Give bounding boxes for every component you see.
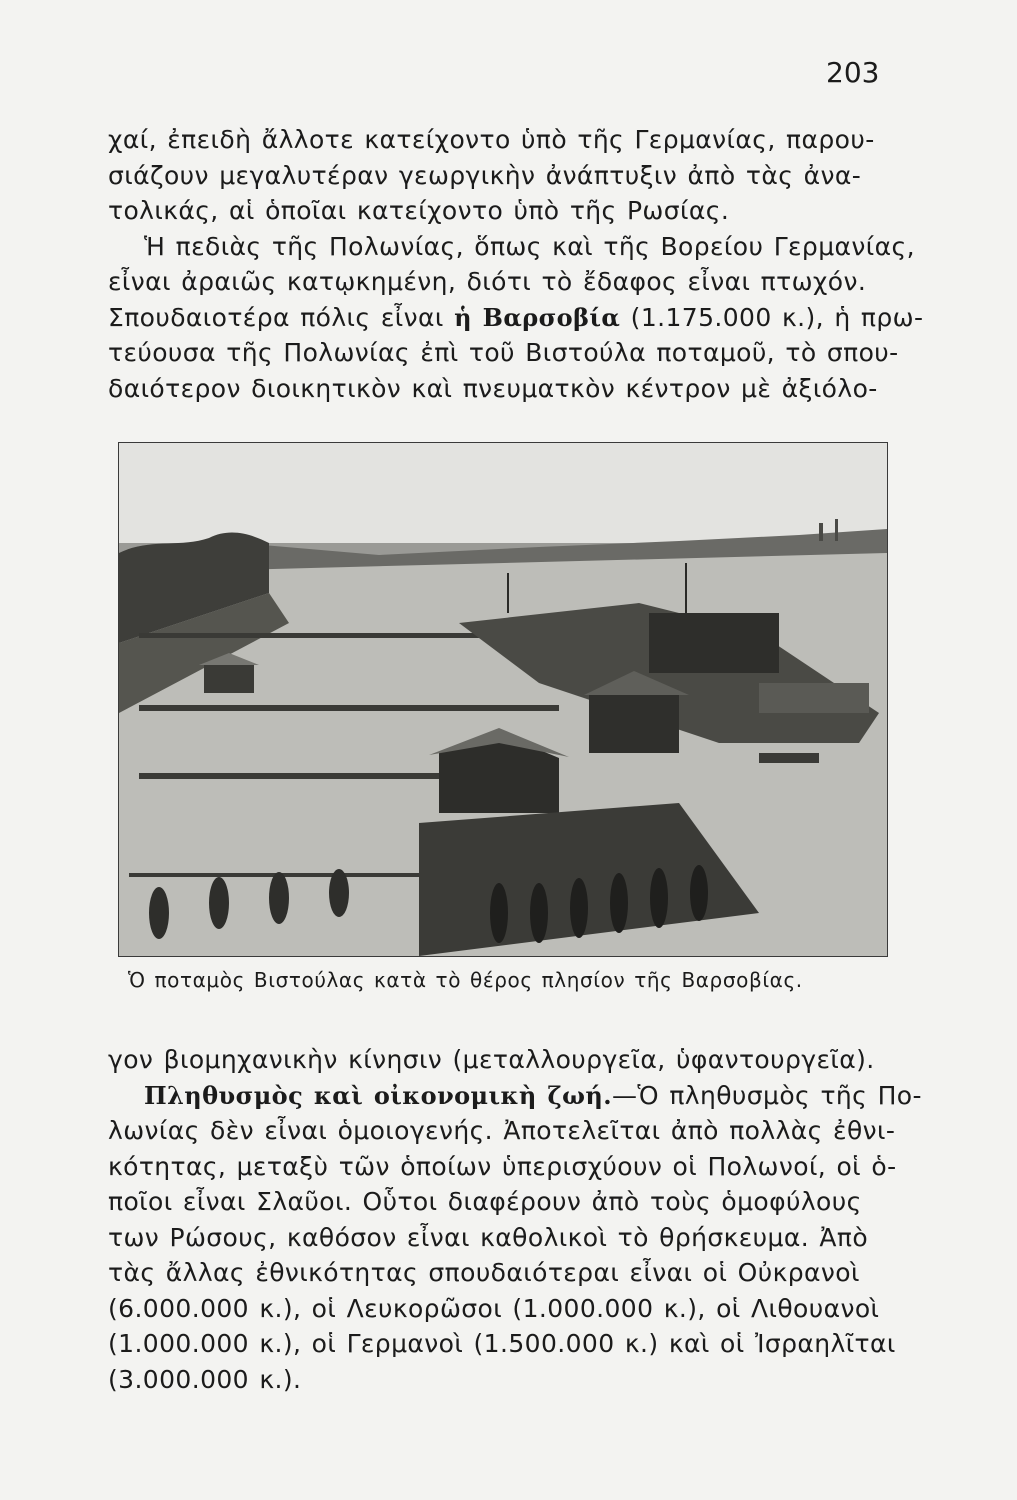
- text-line: [108, 1078, 928, 1114]
- text-line: τεύουσα τῆς Πολωνίας ἐπὶ τοῦ Βιστούλα ποταμοῦ, τὸ σπου-: [108, 338, 899, 367]
- text-segment: (1.175.000 κ.), ἡ πρω-: [630, 302, 924, 332]
- text-line: [108, 300, 928, 336]
- text-line: χαί, ἐπειδὴ ἄλλοτε κατείχοντο ὑπὸ τῆς Γερμανίας, παρου-: [108, 125, 875, 154]
- text-segment: —Ὁ πληθυσμὸς τῆς Πο-: [612, 1080, 922, 1110]
- text-line: εἶναι ἀραιῶς κατῳκημένη, διότι τὸ ἔδαφος εἶναι πτωχόν.: [108, 267, 867, 296]
- text-line: κότητας, μεταξὺ τῶν ὁποίων ὑπερισχύουν οἱ Πολωνοί, οἱ ὁ-: [108, 1151, 897, 1181]
- bottom-paragraph: [108, 1042, 928, 1397]
- city-name-warsaw: ἡ Βαρσοβία: [454, 302, 621, 332]
- text-line: σιάζουν μεγαλυτέραν γεωργικὴν ἀνάπτυξιν ἀπὸ τὰς ἀνα-: [108, 160, 862, 190]
- top-paragraph: [108, 122, 928, 406]
- section-heading: Πληθυσμὸς καὶ οἰκονομικὴ ζωή.: [144, 1080, 612, 1110]
- text-line: λωνίας δὲν εἶναι ὁμοιογενής. Ἀποτελεῖται ἀπὸ πολλὰς ἐθνι-: [108, 1116, 896, 1145]
- river-photograph: [118, 442, 888, 957]
- text-line: (1.000.000 κ.), οἱ Γερμανοὶ (1.500.000 κ.) καὶ οἱ Ἰσραηλῖται: [108, 1329, 896, 1358]
- text-line: τολικάς, αἱ ὁποῖαι κατείχοντο ὑπὸ τῆς Ρωσίας.: [108, 196, 730, 225]
- figure-caption: Ὁ ποταμὸς Βιστούλας κατὰ τὸ θέρος πλησίον τῆς Βαρσοβίας.: [128, 968, 803, 992]
- river-photo-illustration: [119, 443, 887, 956]
- text-line: δαιότερον διοικητικὸν καὶ πνευματκὸν κέντρον μὲ ἀξιόλο-: [108, 373, 878, 403]
- text-line: γον βιομηχανικὴν κίνησιν (μεταλλουργεῖα, ὑφαντουργεῖα).: [108, 1045, 875, 1074]
- page-number: 203: [826, 56, 880, 89]
- text-line: (6.000.000 κ.), οἱ Λευκορῶσοι (1.000.000 κ.), οἱ Λιθουανοὶ: [108, 1293, 880, 1323]
- text-line: των Ρώσους, καθόσον εἶναι καθολικοὶ τὸ θρήσκευμα. Ἀπὸ: [108, 1222, 869, 1252]
- text-line: (3.000.000 κ.).: [108, 1364, 302, 1394]
- text-line: Ἡ πεδιὰς τῆς Πολωνίας, ὅπως καὶ τῆς Βορείου Γερμανίας,: [144, 231, 915, 261]
- text-segment: Σπουδαιοτέρα πόλις εἶναι: [108, 302, 444, 332]
- text-line: ποῖοι εἶναι Σλαῦοι. Οὗτοι διαφέρουν ἀπὸ τοὺς ὁμοφύλους: [108, 1187, 862, 1216]
- text-line: τὰς ἄλλας ἐθνικότητας σπουδαιότεραι εἶναι οἱ Οὐκρανοὶ: [108, 1258, 860, 1287]
